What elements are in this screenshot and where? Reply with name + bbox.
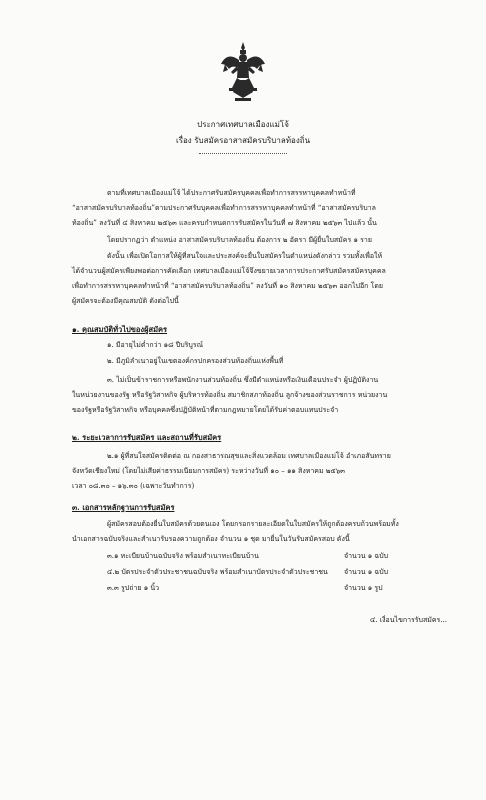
section1-item3-line1: ๓. ไม่เป็นข้าราชการหรือพนักงานส่วนท้องถิ่น ซึ่งมีตำแหน่งหรือเงินเดือนประจำ ผู้ปฏิบัติงาน	[107, 376, 379, 384]
section2-heading: ๒. ระยะเวลาการรับสมัคร และสถานที่รับสมัคร	[72, 433, 222, 442]
intro-p1-line2: “อาสาสมัครบริบาลท้องถิ่น”ตามประกาศรับบุคคลเพื่อทำการสรรหาบุคคลทำหน้าที่ “อาสาสมัครบริบาล	[72, 204, 376, 212]
intro-p3-line4: ผู้สมัครจะต้องมีคุณสมบัติ ดังต่อไปนี้	[72, 297, 179, 305]
section1-item1: ๑. มีอายุไม่ต่ำกว่า ๑๘ ปีบริบูรณ์	[107, 341, 204, 349]
section1-heading: ๑. คุณสมบัติทั่วไปของผู้สมัคร	[72, 325, 168, 334]
intro-p3-line3: เพื่อทำการสรรหาบุคคลทำหน้าที่ “อาสาสมัครบริบาลท้องถิ่น” ลงวันที่ ๑๐ สิงหาคม ๒๕๖๓ ออกไปอีก โดย	[72, 282, 384, 290]
section3-heading: ๓. เอกสารหลักฐานการรับสมัคร	[72, 503, 175, 512]
section3-line1: ผู้สมัครสอบต้องยื่นใบสมัครด้วยตนเอง โดยกรอกรายละเอียดในใบสมัครให้ถูกต้องครบถ้วนพร้อมทั้ง	[107, 520, 399, 528]
doc-item-qty: จำนวน ๑ ฉบับ	[344, 568, 389, 576]
announcement-title: ประกาศเทศบาลเมืองแม่โจ้	[197, 120, 289, 129]
announcement-subject: เรื่อง รับสมัครอาสาสมัครบริบาลท้องถิ่น	[175, 136, 311, 145]
continued-marker: ๔. เงื่อนไขการรับสมัคร...	[370, 616, 447, 624]
intro-p1-line3: ท้องถิ่น” ลงวันที่ ๔ สิงหาคม ๒๕๖๓ และครบกำหนดการรับสมัครในวันที่ ๗ สิงหาคม ๒๕๖๓ ไปแล้ว นั้น	[72, 219, 377, 227]
section2-line1: ๒.๑ ผู้ที่สนใจสมัครติดต่อ ณ กองสาธารณสุขและสิ่งแวดล้อม เทศบาลเมืองแม่โจ้ อำเภอสันทราย	[107, 452, 391, 460]
intro-p2-line1: โดยปรากฏว่า ตำแหน่ง อาสาสมัครบริบาลท้องถิ่น ต้องการ ๒ อัตรา มีผู้ยื่นใบสมัคร ๑ ราย	[107, 236, 372, 244]
doc-item-label: ๓.๓ รูปถ่าย ๑ นิ้ว	[107, 584, 160, 592]
doc-item-qty: จำนวน ๑ รูป	[344, 584, 383, 592]
title-divider	[199, 153, 287, 154]
intro-p3-line2: ได้จำนวนผู้สมัครเพียงพอต่อการคัดเลือก เทศบาลเมืองแม่โจ้จึงขยายเวลาการประกาศรับสมัครสมัครบุคคล	[72, 267, 386, 275]
intro-p1-line1: ตามที่เทศบาลเมืองแม่โจ้ ได้ประกาศรับสมัครบุคคลเพื่อทำการสรรหาบุคคลทำหน้าที่	[107, 189, 356, 197]
intro-p3-line1: ดังนั้น เพื่อเปิดโอกาสให้ผู้ที่สนใจและประสงค์จะยื่นใบสมัครในตำแหน่งดังกล่าว รวมทั้งเพื่อให้	[107, 252, 383, 260]
section1-item3-line3: ของรัฐหรือรัฐวิสาหกิจ หรือบุคคลซึ่งปฏิบัติหน้าที่ตามกฎหมายโดยได้รับค่าตอบแทนประจำ	[72, 406, 339, 414]
section2-line2: จังหวัดเชียงใหม่ (โดยไม่เสียค่าธรรมเนียมการสมัคร) ระหว่างวันที่ ๑๐ – ๑๑ สิงหาคม ๒๕๖๓	[72, 467, 345, 475]
section1-item2: ๒. มีภูมิลำเนาอยู่ในเขตองค์กรปกครองส่วนท้องถิ่นแห่งพื้นที่	[107, 357, 284, 365]
doc-item-qty: จำนวน ๑ ฉบับ	[344, 552, 389, 560]
garuda-emblem-icon	[221, 42, 265, 102]
doc-item-label: ๓.๑ ทะเบียนบ้านฉบับจริง พร้อมสำเนาทะเบียนบ้าน	[107, 552, 259, 560]
section1-item3-line2: ในหน่วยงานของรัฐ หรือรัฐวิสาหกิจ ผู้บริหารท้องถิ่น สมาชิกสภาท้องถิ่น ลูกจ้างของส่วนราชการ หน่วยงาน	[72, 391, 388, 399]
section2-line3: เวลา ๐๘.๓๐ – ๑๖.๓๐ (เฉพาะวันทำการ)	[72, 482, 195, 490]
doc-item-label: ๔.๒ บัตรประจำตัวประชาชนฉบับจริง พร้อมสำเนาบัตรประจำตัวประชาชน	[107, 568, 328, 576]
section3-line2: นำเอกสารฉบับจริงและสำเนารับรองความถูกต้อง จำนวน ๑ ชุด มายื่นในวันรับสมัครสอบ ดังนี้	[72, 535, 350, 543]
